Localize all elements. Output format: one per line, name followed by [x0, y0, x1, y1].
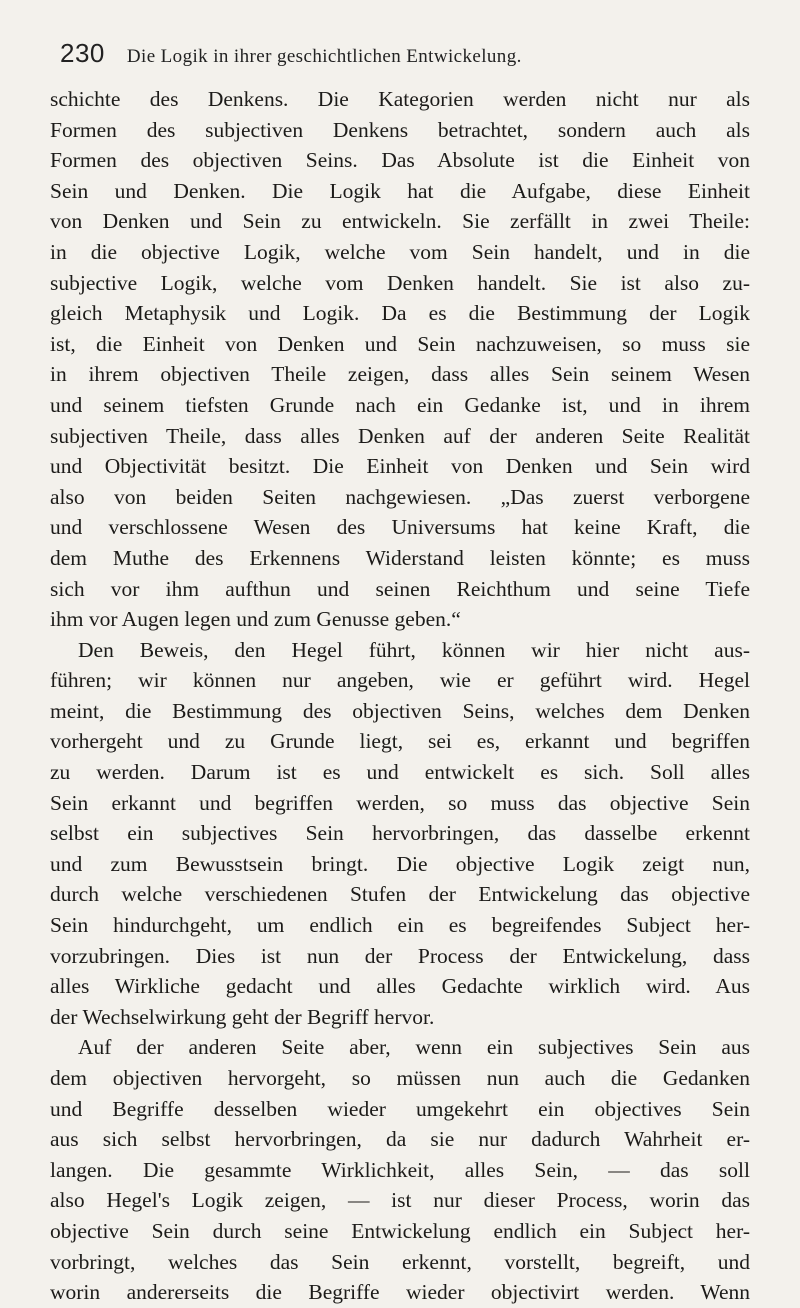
text-line: von Denken und Sein zu entwickeln. Sie zerfällt in zwei Theile:	[50, 209, 750, 234]
text-line: ihm vor Augen legen und zum Genusse geben.“	[50, 607, 461, 632]
body-text	[50, 84, 750, 1308]
text-line: ist, die Einheit von Denken und Sein nachzuweisen, so muss sie	[50, 331, 750, 356]
text-line: und zum Bewusstsein bringt. Die objective Logik zeigt nun,	[50, 851, 750, 876]
text-line: also Hegel's Logik zeigen, — ist nur dieser Process, worin das	[50, 1188, 750, 1213]
text-line: selbst ein subjectives Sein hervorbringen, das dasselbe erkennt	[50, 821, 750, 846]
text-line: und Objectivität besitzt. Die Einheit von Denken und Sein wird	[50, 454, 750, 479]
text-line: vorbringt, welches das Sein erkennt, vorstellt, begreift, und	[50, 1249, 750, 1274]
text-line: in ihrem objectiven Theile zeigen, dass alles Sein seinem Wesen	[50, 362, 750, 387]
text-line: der Wechselwirkung geht der Begriff hervor.	[50, 1004, 435, 1029]
text-line: zu werden. Darum ist es und entwickelt es sich. Soll alles	[50, 760, 750, 785]
text-line: Sein erkannt und begriffen werden, so muss das objective Sein	[50, 790, 750, 815]
text-line: und Begriffe desselben wieder umgekehrt ein objectives Sein	[50, 1096, 750, 1121]
text-line: langen. Die gesammte Wirklichkeit, alles Sein, — das soll	[50, 1157, 750, 1182]
text-line: aus sich selbst hervorbringen, da sie nur dadurch Wahrheit er-	[50, 1127, 750, 1152]
text-line: vorhergeht und zu Grunde liegt, sei es, erkannt und begriffen	[50, 729, 750, 754]
page-header	[60, 38, 710, 78]
text-line: führen; wir können nur angeben, wie er geführt wird. Hegel	[50, 668, 750, 693]
text-line: in die objective Logik, welche vom Sein handelt, und in die	[50, 239, 750, 264]
text-line: Sein und Denken. Die Logik hat die Aufgabe, diese Einheit	[50, 178, 750, 203]
text-line: vorzubringen. Dies ist nun der Process der Entwickelung, dass	[50, 943, 750, 968]
text-line: gleich Metaphysik und Logik. Da es die Bestimmung der Logik	[50, 301, 750, 326]
text-line: alles Wirkliche gedacht und alles Gedachte wirklich wird. Aus	[50, 974, 750, 999]
text-line: Den Beweis, den Hegel führt, können wir hier nicht aus-	[78, 637, 750, 662]
text-line: worin andererseits die Begriffe wieder objectivirt werden. Wenn	[50, 1280, 750, 1305]
text-line: Formen des objectiven Seins. Das Absolute ist die Einheit von	[50, 148, 750, 173]
text-line: durch welche verschiedenen Stufen der Entwickelung das objective	[50, 882, 750, 907]
page-number: 230	[60, 38, 105, 68]
text-line: dem objectiven hervorgeht, so müssen nun auch die Gedanken	[50, 1066, 750, 1090]
text-line: und verschlossene Wesen des Universums hat keine Kraft, die	[50, 515, 750, 540]
text-line: Auf der anderen Seite aber, wenn ein subjectives Sein aus	[78, 1035, 750, 1060]
text-line: objective Sein durch seine Entwickelung endlich ein Subject her-	[50, 1218, 750, 1243]
text-line: Formen des subjectiven Denkens betrachtet, sondern auch als	[50, 117, 750, 142]
text-line: meint, die Bestimmung des objectiven Seins, welches dem Denken	[50, 698, 750, 723]
text-line: subjective Logik, welche vom Denken handelt. Sie ist also zu-	[50, 270, 750, 295]
text-line: also von beiden Seiten nachgewiesen. „Das zuerst verborgene	[50, 484, 750, 509]
text-line: subjectiven Theile, dass alles Denken auf der anderen Seite Realität	[50, 423, 750, 448]
running-head: Die Logik in ihrer geschichtlichen Entwickelung.	[126, 46, 522, 67]
text-line: und seinem tiefsten Grunde nach ein Gedanke ist, und in ihrem	[50, 392, 750, 417]
text-line: dem Muthe des Erkennens Widerstand leisten könnte; es muss	[50, 545, 750, 570]
text-line: Sein hindurchgeht, um endlich ein es begreifendes Subject her-	[50, 913, 750, 938]
text-line: sich vor ihm aufthun und seinen Reichthum und seine Tiefe	[50, 576, 750, 601]
text-line: schichte des Denkens. Die Kategorien werden nicht nur als	[50, 87, 750, 111]
